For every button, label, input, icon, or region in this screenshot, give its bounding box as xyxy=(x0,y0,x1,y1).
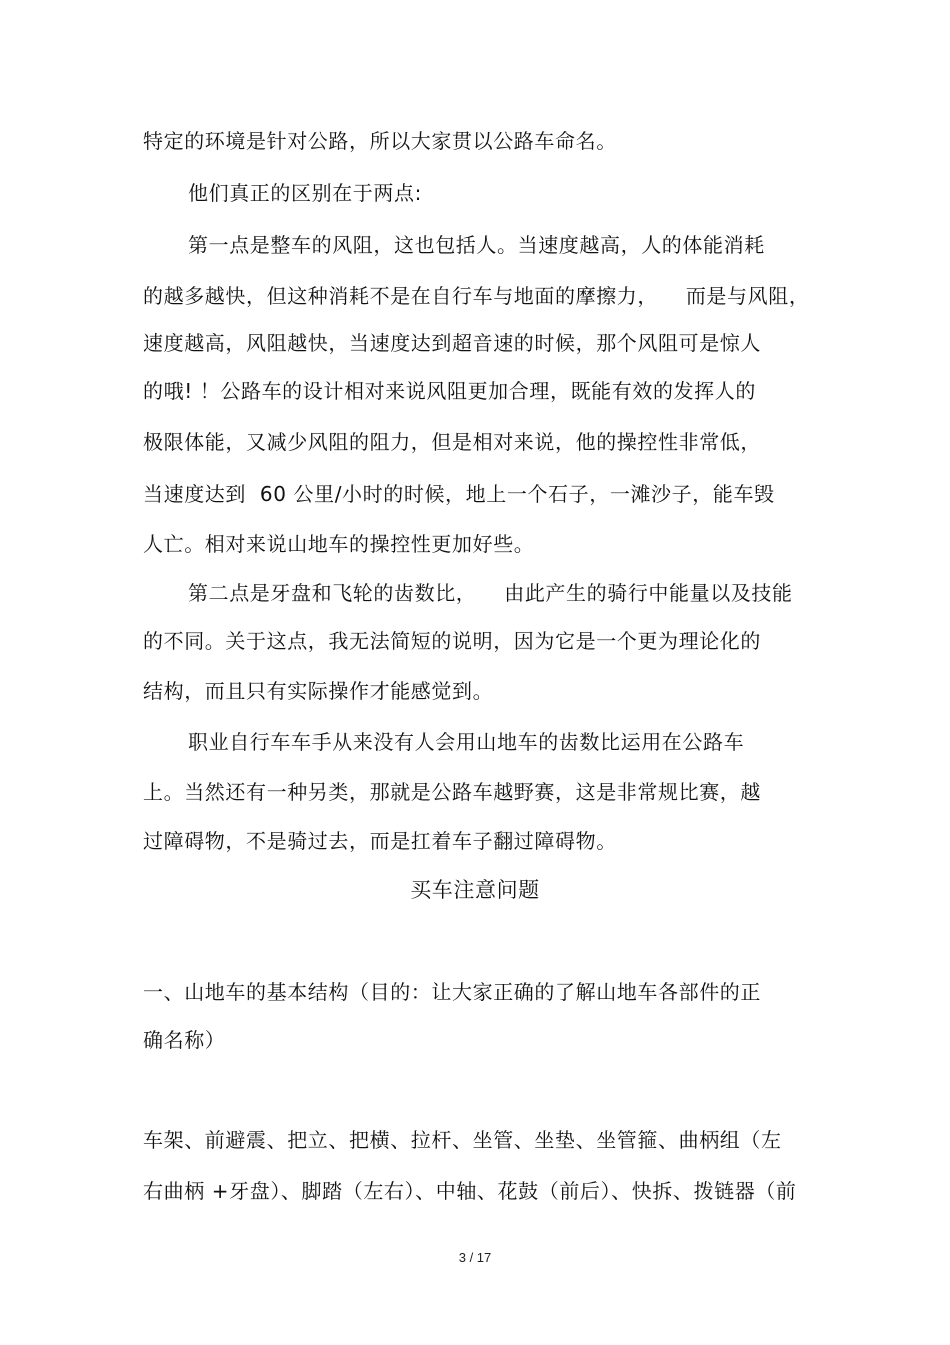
paragraph-line: 的越多越快，但这种消耗不是在自行车与地面的摩擦力， 而是与风阻， xyxy=(143,284,810,308)
paragraph-line: 他们真正的区别在于两点: xyxy=(188,181,422,205)
paragraph-line: 职业自行车车手从来没有人会用山地车的齿数比运用在公路车 xyxy=(188,730,745,754)
paragraph-line: 人亡。相对来说山地车的操控性更加好些。 xyxy=(143,532,535,556)
paragraph-line: 上。当然还有一种另类，那就是公路车越野赛，这是非常规比赛，越 xyxy=(143,780,761,804)
parts-list-line: 车架、前避震、把立、把横、拉杆、坐管、坐垫、坐管箍、曲柄组（左 xyxy=(143,1128,782,1152)
paragraph-line: 极限体能，又减少风阻的阻力，但是相对来说，他的操控性非常低， xyxy=(143,430,761,454)
paragraph-line: 结构，而且只有实际操作才能感觉到。 xyxy=(143,679,494,703)
page-number: 3 / 17 xyxy=(458,1250,492,1265)
section-heading: 买车注意问题 xyxy=(410,878,540,902)
paragraph-line: 过障碍物，不是骑过去，而是扛着车子翻过障碍物。 xyxy=(143,829,617,853)
paragraph-line: 的不同。关于这点，我无法简短的说明，因为它是一个更为理论化的 xyxy=(143,629,761,653)
paragraph-line: 的哦! ！公路车的设计相对来说风阻更加合理，既能有效的发挥人的 xyxy=(143,379,756,403)
subsection-line: 确名称） xyxy=(143,1028,226,1052)
paragraph-line: 第一点是整车的风阻，这也包括人。当速度越高，人的体能消耗 xyxy=(188,233,765,257)
paragraph-line: 第二点是牙盘和飞轮的齿数比， 由此产生的骑行中能量以及技能 xyxy=(188,581,793,605)
parts-list-line: 右曲柄 +牙盘）、脚踏（左右）、中轴、花鼓（前后）、快拆、拨链器（前 xyxy=(143,1179,797,1203)
paragraph-line: 当速度达到 60 公里/小时的时候，地上一个石子，一滩沙子，能车毁 xyxy=(143,482,775,506)
subsection-line: 一、山地车的基本结构（目的：让大家正确的了解山地车各部件的正 xyxy=(143,980,761,1004)
paragraph-line: 速度越高，风阻越快，当速度达到超音速的时候，那个风阻可是惊人 xyxy=(143,331,761,355)
paragraph-line: 特定的环境是针对公路，所以大家贯以公路车命名。 xyxy=(143,129,617,153)
